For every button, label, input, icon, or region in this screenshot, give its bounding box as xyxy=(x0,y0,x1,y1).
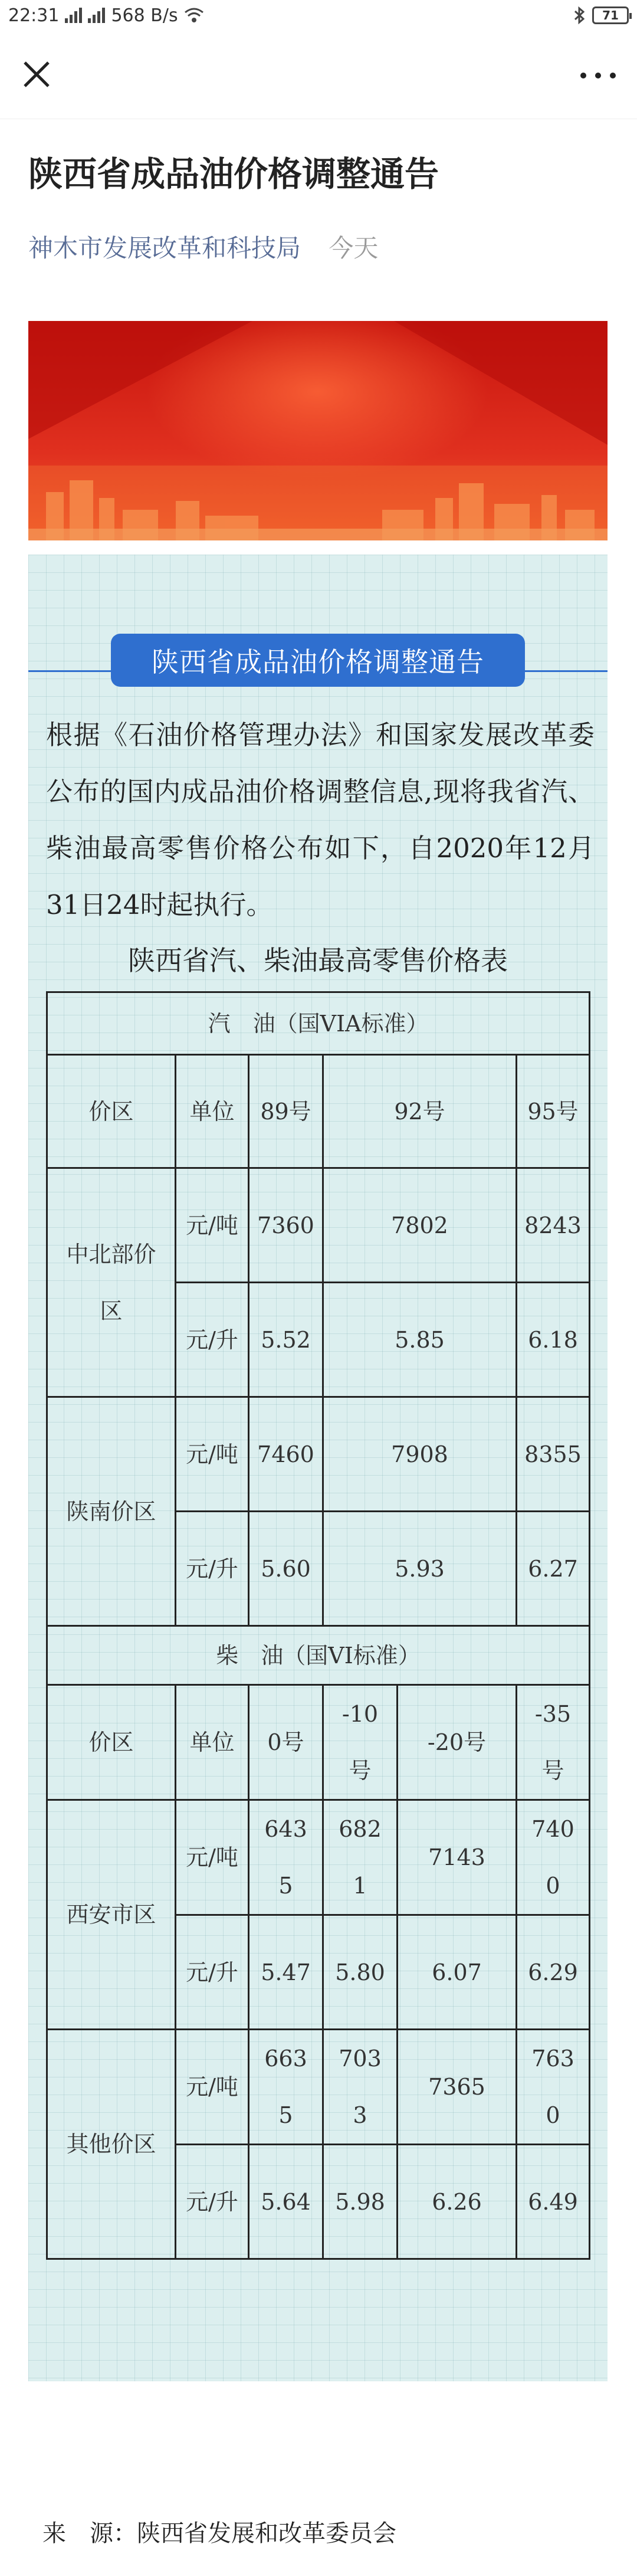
price-cell: 6435 xyxy=(249,1800,323,1915)
price-cell: 6.27 xyxy=(517,1512,590,1626)
price-cell: 5.80 xyxy=(323,1915,398,2030)
price-cell: 7360 xyxy=(249,1168,323,1283)
diesel-grade-minus35: -35号 xyxy=(517,1685,590,1800)
price-cell: 7802 xyxy=(323,1168,517,1283)
column-header-unit: 单位 xyxy=(176,1055,249,1168)
price-cell: 7630 xyxy=(517,2030,590,2145)
publish-date: 今天 xyxy=(329,234,379,263)
banner-graphic xyxy=(28,321,608,540)
table-row xyxy=(47,1168,590,1283)
price-cell: 7365 xyxy=(398,2030,517,2145)
price-table xyxy=(46,991,590,2260)
table-title: 陕西省汽、柴油最高零售价格表 xyxy=(128,945,508,976)
diesel-grade-minus10: -10号 xyxy=(323,1685,398,1800)
region-cell: 陕南价区 xyxy=(47,1397,176,1626)
diesel-grade-0: 0号 xyxy=(249,1685,323,1800)
unit-cell: 元/吨 xyxy=(176,1397,249,1512)
price-cell: 6.49 xyxy=(517,2145,590,2259)
table-row xyxy=(47,1397,590,1512)
status-time: 22:31 xyxy=(8,5,60,26)
price-cell: 6.29 xyxy=(517,1915,590,2030)
battery-level: 71 xyxy=(602,8,619,22)
price-cell: 5.60 xyxy=(249,1512,323,1626)
price-cell: 7033 xyxy=(323,2030,398,2145)
unit-cell: 元/升 xyxy=(176,1283,249,1397)
column-header-region: 价区 xyxy=(47,1055,176,1168)
unit-cell: 元/升 xyxy=(176,1915,249,2030)
notice-card xyxy=(28,555,608,2381)
account-name-link[interactable]: 神木市发展改革和科技局 xyxy=(28,234,301,263)
price-cell: 6635 xyxy=(249,2030,323,2145)
price-cell: 5.52 xyxy=(249,1283,323,1397)
article-title: 陕西省成品油价格调整通告 xyxy=(28,154,439,194)
price-cell: 5.64 xyxy=(249,2145,323,2259)
price-cell: 7143 xyxy=(398,1800,517,1915)
gasoline-grade-95: 95号 xyxy=(517,1055,590,1168)
column-header-unit: 单位 xyxy=(176,1685,249,1800)
signal-icon xyxy=(88,8,105,23)
bluetooth-icon xyxy=(573,6,586,25)
nav-bar xyxy=(0,31,637,119)
signal-icon xyxy=(65,8,82,23)
column-header-region: 价区 xyxy=(47,1685,176,1800)
unit-cell: 元/升 xyxy=(176,1512,249,1626)
source-footer: 来 源：陕西省发展和改革委员会 xyxy=(42,2520,396,2547)
price-cell: 5.93 xyxy=(323,1512,517,1626)
price-cell: 8243 xyxy=(517,1168,590,1283)
status-bar xyxy=(0,0,637,31)
table-row xyxy=(47,1800,590,1915)
unit-cell: 元/吨 xyxy=(176,1800,249,1915)
price-cell: 7908 xyxy=(323,1397,517,1512)
gasoline-grade-92: 92号 xyxy=(323,1055,517,1168)
price-cell: 6.18 xyxy=(517,1283,590,1397)
region-cell: 中北部价区 xyxy=(47,1168,176,1397)
wifi-icon xyxy=(184,7,204,24)
price-cell: 5.85 xyxy=(323,1283,517,1397)
intro-paragraph: 根据《石油价格管理办法》和国家发展改革委公布的国内成品油价格调整信息,现将我省汽、柴油最高零售价格公布如下，自2020年12月31日24时起执行。 xyxy=(46,719,595,920)
table-row xyxy=(47,2030,590,2145)
region-cell: 西安市区 xyxy=(47,1800,176,2030)
diesel-grade-minus20: -20号 xyxy=(398,1685,517,1800)
status-right xyxy=(573,6,629,25)
battery-icon xyxy=(592,6,629,24)
region-cell: 其他价区 xyxy=(47,2030,176,2259)
price-cell: 7400 xyxy=(517,1800,590,1915)
price-cell: 8355 xyxy=(517,1397,590,1512)
network-speed: 568 B/s xyxy=(111,5,178,26)
price-cell: 7460 xyxy=(249,1397,323,1512)
price-cell: 5.47 xyxy=(249,1915,323,2030)
price-cell: 6.26 xyxy=(398,2145,517,2259)
price-cell: 6.07 xyxy=(398,1915,517,2030)
diesel-section-header: 柴 油（国VI标准） xyxy=(47,1626,590,1685)
article-meta xyxy=(28,229,378,264)
unit-cell: 元/吨 xyxy=(176,1168,249,1283)
banner-image xyxy=(28,321,608,540)
gasoline-section-header: 汽 油（国VIA标准） xyxy=(47,992,590,1055)
close-icon[interactable] xyxy=(21,59,52,90)
gasoline-grade-89: 89号 xyxy=(249,1055,323,1168)
price-cell: 5.98 xyxy=(323,2145,398,2259)
unit-cell: 元/吨 xyxy=(176,2030,249,2145)
price-cell: 6821 xyxy=(323,1800,398,1915)
more-options-icon[interactable] xyxy=(580,64,616,87)
status-left xyxy=(8,5,204,26)
card-header: 陕西省成品油价格调整通告 xyxy=(111,634,525,687)
unit-cell: 元/升 xyxy=(176,2145,249,2259)
